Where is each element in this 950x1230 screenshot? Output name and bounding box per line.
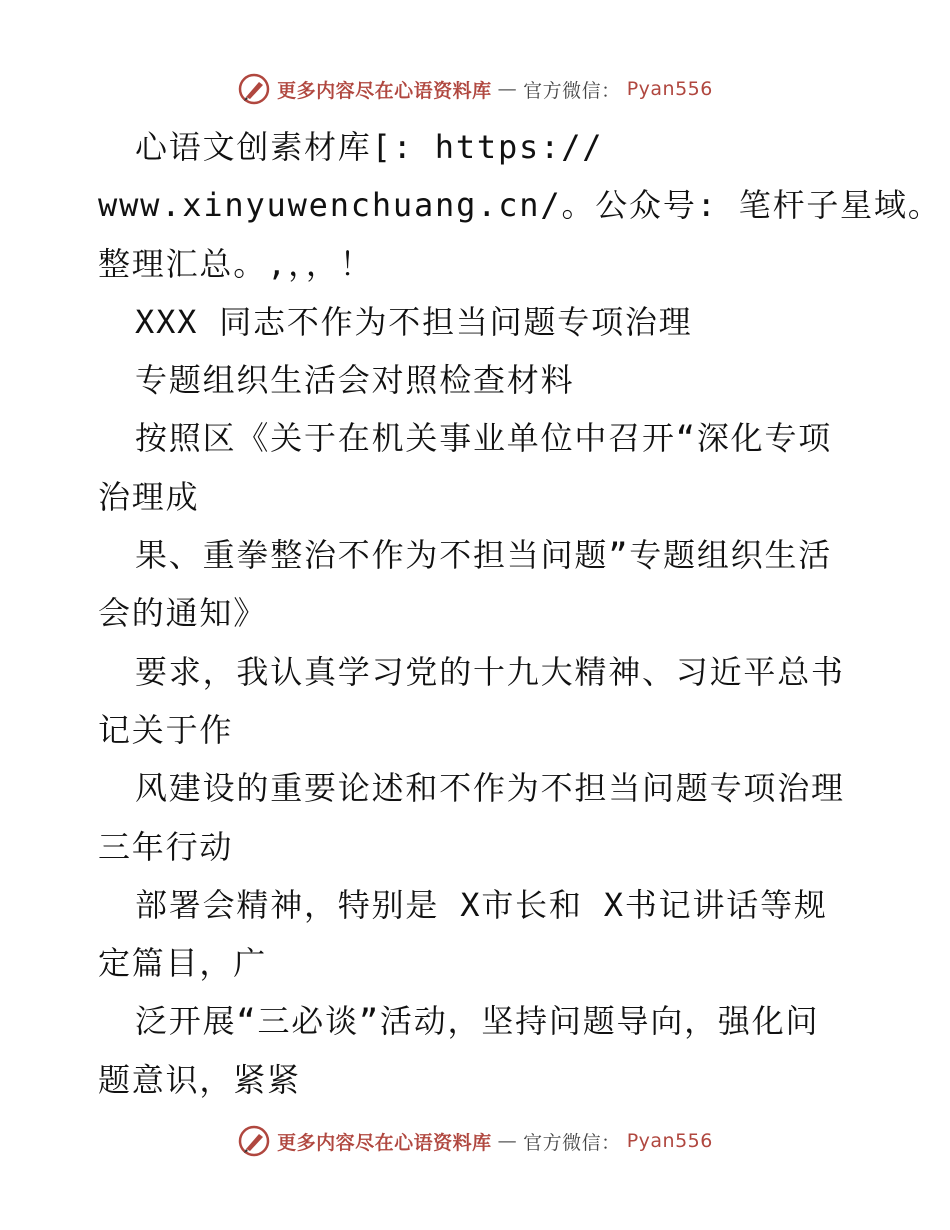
text-line: 会的通知》 bbox=[98, 594, 268, 633]
text-line: 三年行动 bbox=[98, 827, 234, 866]
document-title-line-2: 专题组织生活会对照检查材料 bbox=[135, 361, 575, 400]
text-line: 治理成 bbox=[98, 477, 200, 516]
footer-watermark-banner bbox=[0, 1124, 950, 1158]
pen-logo-icon bbox=[237, 1124, 271, 1158]
text-line: 果、重拳整治不作为不担当问题”专题组织生活 bbox=[135, 536, 833, 575]
text-line: 风建设的重要论述和不作为不担当问题专项治理 bbox=[135, 769, 845, 808]
text-line: 泛开展“三必谈”活动，坚持问题导向，强化问 bbox=[135, 1002, 820, 1041]
banner-official-text: 官方微信： bbox=[523, 1131, 621, 1154]
text-line: 按照区《关于在机关事业单位中召开“深化专项 bbox=[135, 419, 833, 458]
banner-wechat-id: Pyan556 bbox=[626, 1130, 713, 1152]
text-line: 定篇目，广 bbox=[98, 944, 268, 983]
text-line: 记关于作 bbox=[98, 710, 234, 749]
banner-promo-text: 更多内容尽在心语资料库 bbox=[277, 1131, 492, 1154]
text-line: 部署会精神，特别是 X市长和 X书记讲话等规 bbox=[135, 885, 828, 924]
banner-official-text: 官方微信： bbox=[523, 79, 621, 102]
pen-logo-icon bbox=[237, 72, 271, 106]
banner-dash: — bbox=[497, 1130, 518, 1152]
text-line: 要求，我认真学习党的十九大精神、习近平总书 bbox=[135, 652, 845, 691]
document-body bbox=[98, 118, 942, 1109]
text-line: 整理汇总。,，，！ bbox=[98, 244, 374, 283]
text-line: 心语文创素材库[: https:// bbox=[135, 128, 604, 166]
banner-dash: — bbox=[497, 78, 518, 100]
header-watermark-banner bbox=[0, 72, 950, 106]
text-line: 题意识，紧紧 bbox=[98, 1060, 301, 1099]
text-line: www.xinyuwenchuang.cn/。公众号: 笔杆子星域。 bbox=[98, 186, 942, 225]
document-title-line-1: XXX 同志不作为不担当问题专项治理 bbox=[135, 302, 693, 341]
banner-promo-text: 更多内容尽在心语资料库 bbox=[277, 79, 492, 102]
banner-wechat-id: Pyan556 bbox=[626, 78, 713, 100]
